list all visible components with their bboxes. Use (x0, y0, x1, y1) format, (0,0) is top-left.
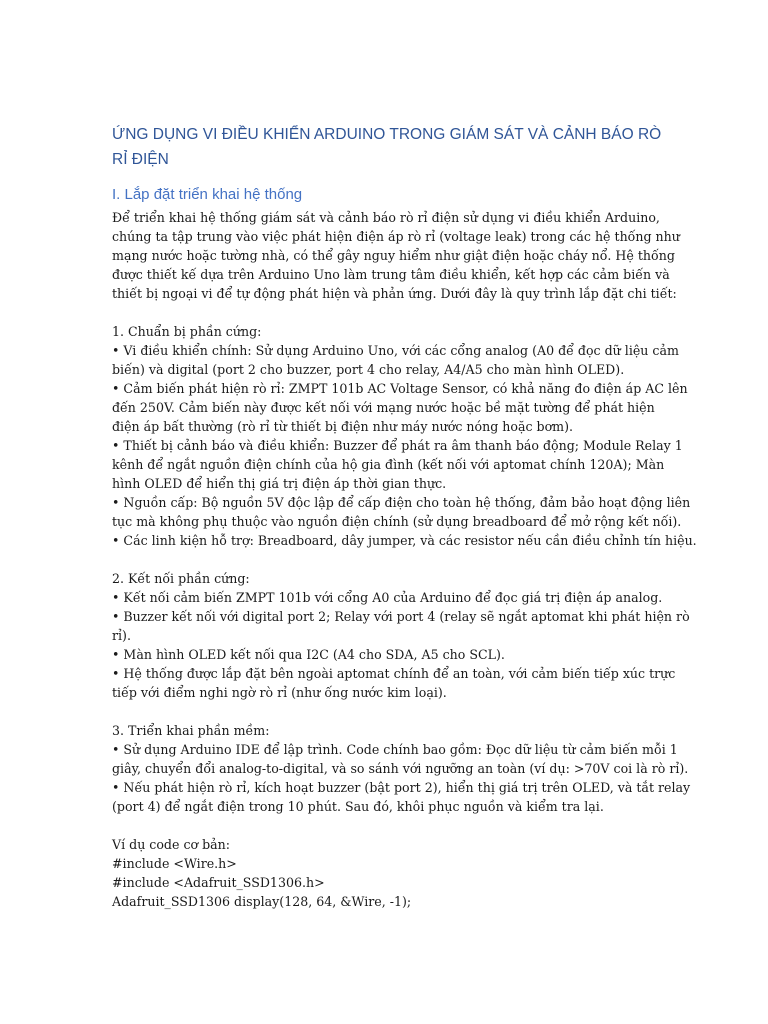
paragraph-line: mạng nước hoặc tường nhà, có thể gây nguy hiểm như giật điện hoặc cháy nổ. Hệ thống (112, 248, 675, 263)
paragraph-gap (112, 816, 657, 835)
list-item: rỉ). (112, 628, 131, 643)
list-item: • Màn hình OLED kết nối qua I2C (A4 cho SDA, A5 cho SCL). (112, 647, 505, 662)
list-item: hình OLED để hiển thị giá trị điện áp thời gian thực. (112, 476, 447, 491)
paragraph-gap (112, 702, 657, 721)
list-item: kênh để ngắt nguồn điện chính của hộ gia đình (kết nối với aptomat chính 120A); Màn (112, 457, 665, 472)
list-item: • Nguồn cấp: Bộ nguồn 5V độc lập để cấp điện cho toàn hệ thống, đảm bảo hoạt động liên (112, 495, 691, 510)
subsection-heading: 2. Kết nối phần cứng: (112, 571, 250, 586)
list-item: đến 250V. Cảm biến này được kết nối với mạng nước hoặc bề mặt tường để phát hiện (112, 400, 655, 415)
list-item: tục mà không phụ thuộc vào nguồn điện chính (sử dụng breadboard để mở rộng kết nối). (112, 514, 682, 529)
subsection-heading: 1. Chuẩn bị phần cứng: (112, 324, 262, 339)
list-item: (port 4) để ngắt điện trong 10 phút. Sau đó, khôi phục nguồn và kiểm tra lại. (112, 799, 604, 814)
hardware-prep-list (112, 322, 697, 550)
list-item: • Nếu phát hiện rò rỉ, kích hoạt buzzer (bật port 2), hiển thị giá trị trên OLED, và tắt relay (112, 780, 691, 795)
list-item: • Các linh kiện hỗ trợ: Breadboard, dây jumper, và các resistor nếu cần điều chỉnh tín hiệu. (112, 533, 697, 548)
intro-paragraph (112, 208, 680, 303)
list-item: • Hệ thống được lắp đặt bên ngoài aptomat chính để an toàn, với cảm biến tiếp xúc trực (112, 666, 676, 681)
paragraph-gap (112, 550, 657, 569)
list-item: • Sử dụng Arduino IDE để lập trình. Code chính bao gồm: Đọc dữ liệu từ cảm biến mỗi 1 (112, 742, 678, 757)
hardware-connect-list (112, 569, 690, 702)
list-item: biến) và digital (port 2 cho buzzer, port 4 cho relay, A4/A5 cho màn hình OLED). (112, 362, 625, 377)
paragraph-line: chúng ta tập trung vào việc phát hiện điện áp rò rỉ (voltage leak) trong các hệ thống như (112, 229, 680, 244)
list-item: • Buzzer kết nối với digital port 2; Relay với port 4 (relay sẽ ngắt aptomat khi phát hiện rò (112, 609, 690, 624)
list-item: tiếp với điểm nghi ngờ rò rỉ (như ống nước kim loại). (112, 685, 447, 700)
code-example-label: Ví dụ code cơ bản: (112, 837, 231, 852)
code-line: #include <Adafruit_SSD1306.h> (112, 875, 325, 890)
subsection-heading: 3. Triển khai phần mềm: (112, 723, 270, 738)
list-item: giây, chuyển đổi analog-to-digital, và so sánh với ngưỡng an toàn (ví dụ: >70V coi là rò rỉ). (112, 761, 689, 776)
list-item: • Thiết bị cảnh báo và điều khiển: Buzzer để phát ra âm thanh báo động; Module Relay 1 (112, 438, 683, 453)
document-title-line-1: ỨNG DỤNG VI ĐIỀU KHIỂN ARDUINO TRONG GIÁM SÁT VÀ CẢNH BÁO RÒ (112, 126, 662, 143)
code-example (112, 835, 657, 911)
paragraph-line: được thiết kế dựa trên Arduino Uno làm trung tâm điều khiển, kết hợp các cảm biến và (112, 267, 670, 282)
section-heading: I. Lắp đặt triển khai hệ thống (112, 186, 303, 203)
document-title (112, 122, 662, 172)
list-item: điện áp bất thường (rò rỉ từ thiết bị điện như máy nước nóng hoặc bơm). (112, 419, 574, 434)
code-line: #include <Wire.h> (112, 856, 237, 871)
list-item: • Vi điều khiển chính: Sử dụng Arduino Uno, với các cổng analog (A0 để đọc dữ liệu cảm (112, 343, 679, 358)
code-line: Adafruit_SSD1306 display(128, 64, &Wire, -1); (112, 894, 412, 909)
software-list (112, 721, 691, 816)
paragraph-gap (112, 303, 657, 322)
list-item: • Kết nối cảm biến ZMPT 101b với cổng A0 của Arduino để đọc giá trị điện áp analog. (112, 590, 663, 605)
paragraph-line: thiết bị ngoại vi để tự động phát hiện và phản ứng. Dưới đây là quy trình lắp đặt chi tiết: (112, 286, 677, 301)
document-title-line-2: RỈ ĐIỆN (112, 151, 169, 168)
list-item: • Cảm biến phát hiện rò rỉ: ZMPT 101b AC Voltage Sensor, có khả năng đo điện áp AC lên (112, 381, 688, 396)
document-body (112, 122, 697, 911)
paragraph-line: Để triển khai hệ thống giám sát và cảnh báo rò rỉ điện sử dụng vi điều khiển Arduino, (112, 210, 660, 225)
